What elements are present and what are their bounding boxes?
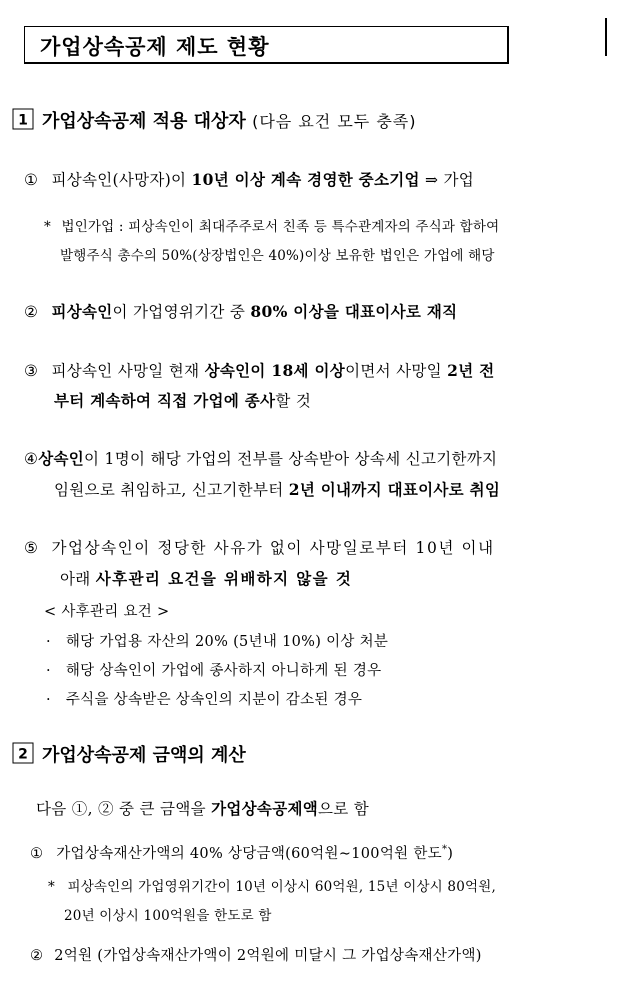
section-1-title: 가업상속공제 적용 대상자 — [42, 111, 246, 132]
bullet-icon: · — [46, 692, 51, 708]
bullet-icon: · — [46, 663, 51, 679]
item-1-note-line-1: * 법인가업 : 피상속인이 최대주주로서 친족 등 특수관계자의 주식과 합하여 — [44, 219, 500, 235]
section-2-number-box — [12, 742, 34, 764]
section-1-heading — [12, 107, 416, 133]
item-3-line-1: ③ 피상속인 사망일 현재 상속인이 18세 이상이면서 사망일 2년 전 — [24, 361, 495, 380]
section-1-note: (다음 요건 모두 충족) — [252, 112, 417, 131]
item-3-marker: ③ — [24, 362, 39, 380]
page-title: 가업상속공제 제도 현황 — [40, 35, 270, 59]
item-4-line-2: 임원으로 취임하고, 신고기한부터 2년 이내까지 대표이사로 취임 — [54, 480, 501, 499]
item-1: ① 피상속인(사망자)이 10년 이상 계속 경영한 중소기업 ⇒ 가업 — [24, 170, 475, 189]
deduction-item-2: ② 2억원 (가업상속재산가액이 2억원에 미달시 그 가업상속재산가액) — [30, 948, 482, 964]
item-5-line-2: 아래 사후관리 요건을 위배하지 않을 것 — [60, 569, 353, 588]
deduction-item-2-marker: ② — [30, 948, 44, 964]
svg-text:2: 2 — [18, 746, 28, 763]
item-3-line-2: 부터 계속하여 직접 가업에 종사할 것 — [54, 391, 312, 410]
post-management-item: · 해당 상속인이 가업에 종사하지 아니하게 된 경우 — [46, 663, 382, 679]
item-4-marker: ④ — [24, 450, 39, 468]
svg-text:1: 1 — [18, 112, 28, 129]
note-marker: * — [44, 219, 51, 235]
deduction-note-line-1: * 피상속인의 가업영위기간이 10년 이상시 60억원, 15년 이상시 80억원, — [48, 879, 496, 895]
item-4-line-1: ④상속인이 1명이 해당 가업의 전부를 상속받아 상속세 신고기한까지 — [24, 449, 498, 468]
post-management-title: < 사후관리 요건 > — [44, 604, 170, 620]
item-2-marker: ② — [24, 303, 39, 321]
item-5-marker: ⑤ — [24, 539, 39, 557]
header-divider — [605, 18, 607, 56]
section-1-number-box — [12, 108, 34, 130]
item-1-note-line-2: 발행주식 총수의 50%(상장법인은 40%)이상 보유한 법인은 가업에 해당 — [60, 248, 495, 264]
deduction-item-1-marker: ① — [30, 846, 44, 862]
section-2-title: 가업상속공제 금액의 계산 — [42, 745, 246, 766]
item-1-marker: ① — [24, 171, 39, 189]
deduction-item-1: ① 가업상속재산가액의 40% 상당금액(60억원∼100억원 한도*) — [30, 844, 454, 862]
bullet-icon: · — [46, 634, 51, 650]
post-management-item: · 해당 가업용 자산의 20% (5년내 10%) 이상 처분 — [46, 634, 389, 650]
deduction-note-line-2: 20년 이상시 100억원을 한도로 함 — [64, 908, 272, 924]
post-management-item: · 주식을 상속받은 상속인의 지분이 감소된 경우 — [46, 692, 363, 708]
section-2-heading — [12, 741, 246, 767]
section-2-intro: 다음 ①, ② 중 큰 금액을 가업상속공제액으로 함 — [36, 799, 370, 818]
item-2: ② 피상속인이 가업영위기간 중 80% 이상을 대표이사로 재직 — [24, 302, 458, 321]
item-5-line-1: ⑤ 가업상속인이 정당한 사유가 없이 사망일로부터 10년 이내 — [24, 539, 495, 557]
note-marker: * — [48, 879, 55, 895]
